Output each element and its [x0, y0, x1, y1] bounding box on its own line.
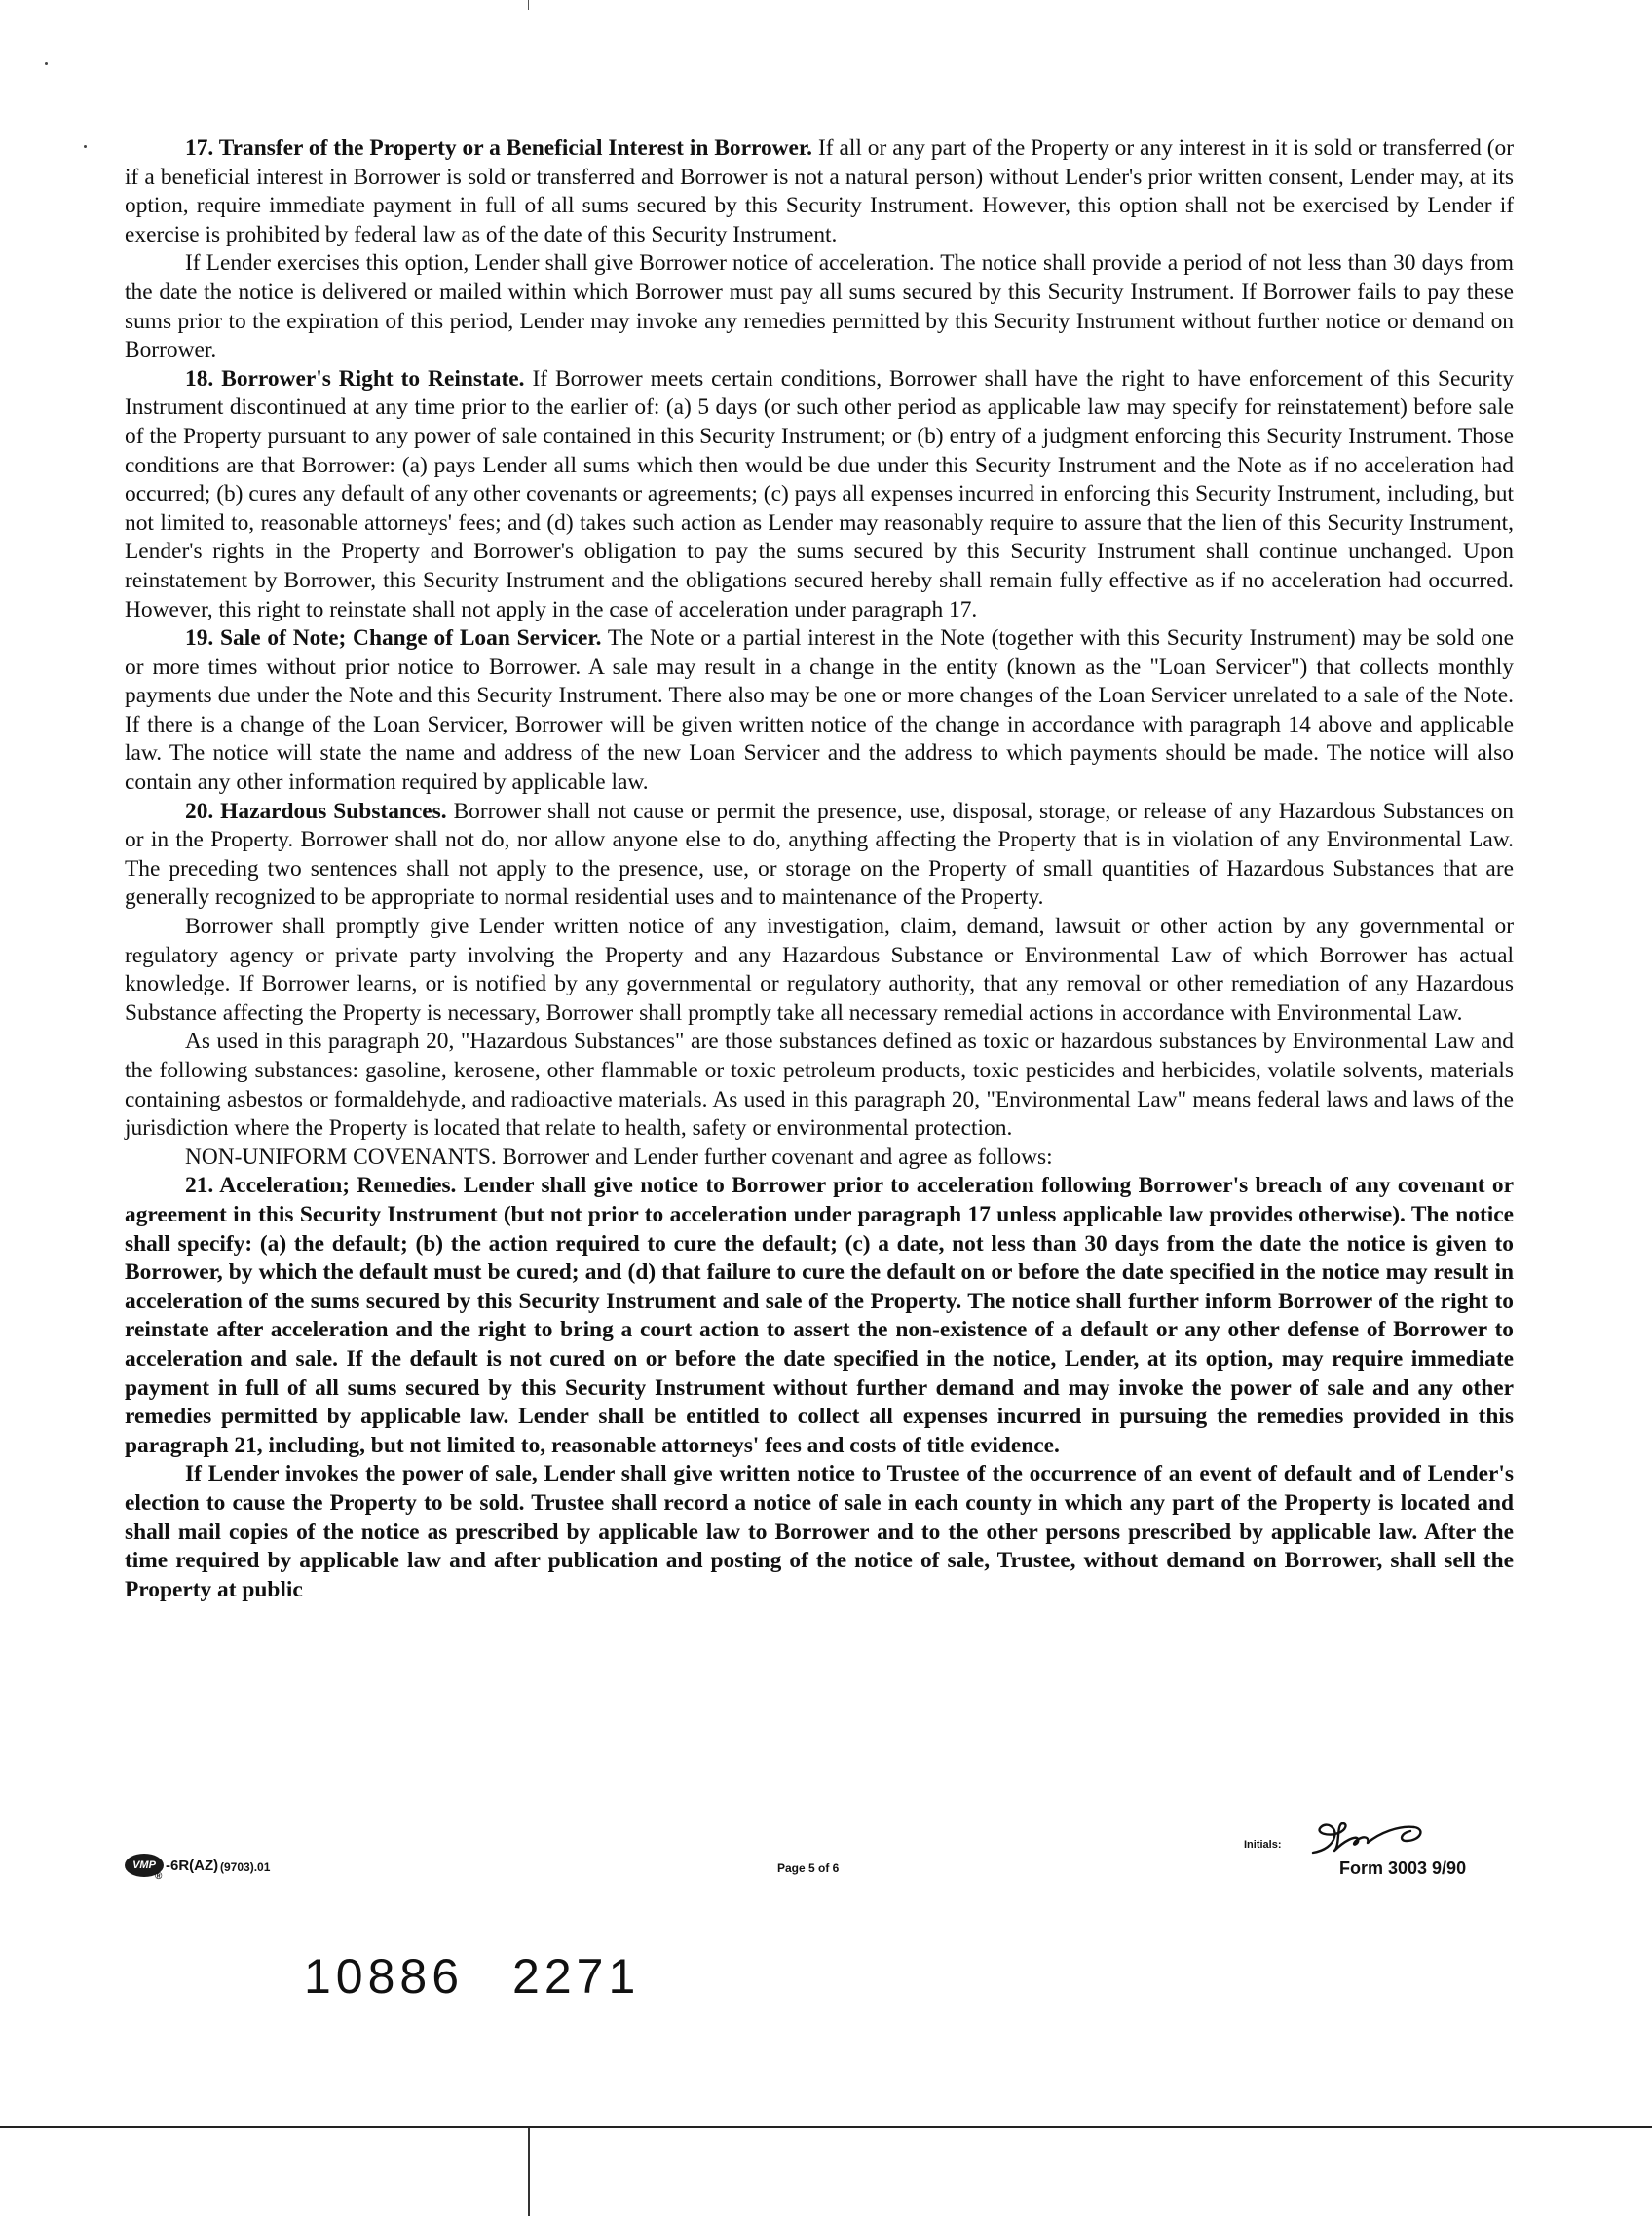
initials-label: Initials: [1244, 1839, 1282, 1851]
paragraph-21: 21. Acceleration; Remedies. Lender shall give notice to Borrower prior to acceleration following Borrower's breach of any covenant or agreement in this Security Instrument (but not prior to acceleration under paragraph 17 unless applicable law provides otherwise). The notice shall specify: (a) the default; (b) the action required to cure the default; (c) a date, not less than 30 days from the date the notice is given to Borrower, by which the default must be cured; and (d) that failure to cure the default on or before the date specified in the notice may result in acceleration of the sums secured by this Security Instrument and sale of the Property. The notice shall further inform Borrower of the right to reinstate after acceleration and the right to bring a court action to assert the non-existence of a default or any other defense of Borrower to acceleration and sale. If the default is not cured on or before the date specified in the notice, Lender, at its option, may require immediate payment in full of all sums secured by this Security Instrument without further demand and may invoke the power of sale and any other remedies permitted by applicable law. Lender shall be entitled to collect all expenses incurred in pursuing the remedies provided in this paragraph 21, including, but not limited to, reasonable attorneys' fees and costs of title evidence. [125, 1173, 1514, 1458]
paragraph-heading: 20. Hazardous Substances. [185, 798, 447, 824]
paragraph-20 [125, 798, 1514, 913]
form-id: Form 3003 9/90 [1339, 1859, 1467, 1878]
paragraph-text: If Borrower meets certain conditions, Borrower shall have the right to have enforcement of this Security Instrument discontinued at any time prior to the earlier of: (a) 5 days (or such other period as applicable law may specify for reinstatement) before sale of the Property pursuant to any power of sale contained in this Security Instrument; or (b) entry of a judgment enforcing this Security Instrument. Those conditions are that Borrower: (a) pays Lender all sums which then would be due under this Security Instrument and the Note as if no acceleration had occurred; (b) cures any default of any other covenants or agreements; (c) pays all expenses incurred in enforcing this Security Instrument, including, but not limited to, reasonable attorneys' fees; and (d) takes such action as Lender may reasonably require to assure that the lien of this Security Instrument, Lender's rights in the Property and Borrower's obligation to pay the sums secured by this Security Instrument shall continue unchanged. Upon reinstatement by Borrower, this Security Instrument and the obligations secured hereby shall remain fully effective as if no acceleration had occurred. However, this right to reinstate shall not apply in the case of acceleration under paragraph 17. [125, 365, 1514, 622]
registered-mark: ® [155, 1871, 163, 1882]
paragraph-heading: 19. Sale of Note; Change of Loan Servicer. [185, 625, 602, 652]
scan-speck [84, 145, 87, 148]
recording-number [304, 1948, 640, 2005]
form-code: -6R(AZ) [166, 1858, 219, 1874]
form-number: (9703).01 [220, 1860, 271, 1874]
non-uniform-covenants [125, 1144, 1514, 1173]
paragraph-17 [125, 134, 1514, 249]
paragraph-text: Borrower shall not cause or permit the presence, use, disposal, storage, or release of any Hazardous Substances on or in the Property. Borrower shall not do, nor allow anyone else to do, anything affecting the Property that is in violation of any Environmental Law. The preceding two sentences shall not apply to the presence, use, or storage on the Property of small quantities of Hazardous Substances that are generally recognized to be appropriate to normal residential uses and to maintenance of the Property. [125, 798, 1514, 911]
recording-number-right: 2271 [512, 1949, 641, 2004]
paragraph-heading: 18. Borrower's Right to Reinstate. [185, 365, 525, 392]
bottom-rule [0, 2126, 1652, 2128]
paragraph-heading: 17. Transfer of the Property or a Beneficial Interest in Borrower. [185, 135, 813, 161]
recording-number-left: 10886 [304, 1949, 465, 2004]
paragraph-text: As used in this paragraph 20, "Hazardous Substances" are those substances defined as toxic or hazardous substances by Environmental Law and the following substances: gasoline, kerosene, other flammable or toxic petroleum products, toxic pesticides and herbicides, volatile solvents, materials containing asbestos or formaldehyde, and radioactive materials. As used in this paragraph 20, "Environmental Law" means federal laws and laws of the jurisdiction where the Property is located that relate to health, safety or environmental protection. [125, 1029, 1514, 1142]
paragraph-21-power-of-sale: If Lender invokes the power of sale, Lender shall give written notice to Trustee of the occurrence of an event of default and of Lender's election to cause the Property to be sold. Trustee shall record a notice of sale in each county in which any part of the Property is located and shall mail copies of the notice as prescribed by applicable law to Borrower and to the other persons prescribed by applicable law. After the time required by applicable law and after publication and posting of the notice of sale, Trustee, without demand on Borrower, shall sell the Property at public [125, 1461, 1514, 1602]
paragraph-20-definitions [125, 1028, 1514, 1143]
initials-signature [1305, 1816, 1432, 1859]
paragraph-text: Borrower shall promptly give Lender written notice of any investigation, claim, demand, lawsuit or other action by any governmental or regulatory agency or private party involving the Property and any Hazardous Substance or Environmental Law of which Borrower has actual knowledge. If Borrower learns, or is notified by any governmental or regulatory authority, that any removal or other remediation of any Hazardous Substance affecting the Property is necessary, Borrower shall promptly take all necessary remedial actions in accordance with Environmental Law. [125, 914, 1514, 1026]
paragraph-18 [125, 365, 1514, 624]
page-number: Page 5 of 6 [777, 1861, 840, 1875]
paragraph-text: The Note or a partial interest in the Note (together with this Security Instrument) may be sold one or more times without prior notice to Borrower. A sale may result in a change in the entity (known as the "Loan Servicer") that collects monthly payments due under the Note and this Security Instrument. There also may be one or more changes of the Loan Servicer unrelated to a sale of the Note. If there is a change of the Loan Servicer, Borrower will be given written notice of the change in accordance with paragraph 14 above and applicable law. The notice will state the name and address of the new Loan Servicer and the address to which payments should be made. The notice will also contain any other information required by applicable law. [125, 625, 1514, 796]
document-body [125, 134, 1514, 1604]
paragraph-text: If all or any part of the Property or any interest in it is sold or transferred (or if a beneficial interest in Borrower is sold or transferred and Borrower is not a natural person) without Lender's prior written consent, Lender may, at its option, require immediate payment in full of all sums secured by this Security Instrument. However, this option shall not be exercised by Lender if exercise is prohibited by federal law as of the date of this Security Instrument. [125, 135, 1514, 247]
scan-speck [45, 62, 48, 65]
vmp-logo: VMP [125, 1854, 164, 1877]
paragraph-text: If Lender exercises this option, Lender shall give Borrower notice of acceleration. The notice shall provide a period of not less than 30 days from the date the notice is delivered or mailed within which Borrower must pay all sums secured by this Security Instrument. If Borrower fails to pay these sums prior to the expiration of this period, Lender may invoke any remedies permitted by this Security Instrument without further notice or demand on Borrower. [125, 250, 1514, 363]
paragraph-20-notice [125, 913, 1514, 1028]
paragraph-17-acceleration-notice [125, 249, 1514, 364]
paragraph-text: NON-UNIFORM COVENANTS. Borrower and Lender further covenant and agree as follows: [185, 1144, 1053, 1170]
bottom-vertical-line [528, 2128, 530, 2216]
scan-tick-mark [528, 0, 529, 10]
paragraph-19 [125, 624, 1514, 798]
